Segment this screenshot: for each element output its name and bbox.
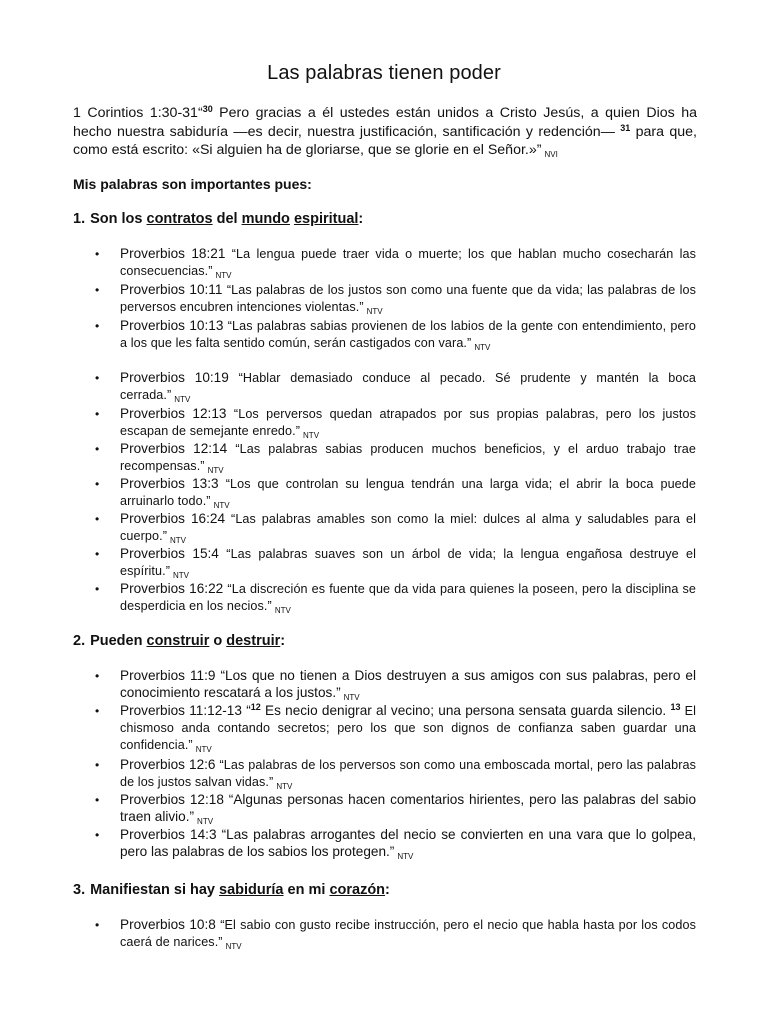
- section-number: 2.: [73, 633, 86, 649]
- bullet-icon: •: [95, 247, 100, 261]
- verse-quote: “La lengua puede traer vida o muerte; los que hablan mucho cosecharán las consecuencias.”: [120, 247, 696, 278]
- intro-paragraph: [73, 104, 697, 165]
- bullet-icon: •: [95, 547, 100, 561]
- bullet-icon: •: [95, 477, 100, 491]
- verse-quote: “Hablar demasiado conduce al pecado. Sé prudente y mantén la boca cerrada.”: [120, 371, 696, 402]
- bullet-icon: •: [95, 828, 100, 842]
- verse-version: NTV: [276, 781, 293, 791]
- section-keyword: mundo: [241, 211, 290, 227]
- bullet-icon: •: [95, 512, 100, 526]
- page-title: Las palabras tienen poder: [267, 62, 501, 84]
- verse-version: NTV: [366, 306, 383, 316]
- verse-quote: “Las palabras de los justos son como una fuente que da vida; las palabras de los perversos encubren intenciones violentas.”: [120, 283, 696, 314]
- verse-version: NTV: [195, 744, 212, 754]
- lead-heading: Mis palabras son importantes pues:: [73, 176, 312, 192]
- verse-version: NTV: [215, 270, 232, 280]
- bullet-icon: •: [95, 918, 100, 932]
- intro-open-quote: “: [197, 105, 203, 121]
- verse-version: NTV: [207, 465, 224, 475]
- bullet-icon: •: [95, 793, 100, 807]
- bullet-icon: •: [95, 442, 100, 456]
- verse-quote: “El sabio con gusto recibe instrucción, pero el necio que habla hasta por los codos caerá de narices.”: [120, 918, 697, 949]
- verse-quote: “Las palabras de los perversos son como una emboscada mortal, pero las palabras de los justos salvan vidas.”: [120, 758, 697, 789]
- section-text: :: [280, 633, 286, 649]
- section-keyword: espiritual: [293, 211, 359, 227]
- verse-reference: Proverbios 13:3: [120, 476, 219, 491]
- verse-quote: Es necio denigrar al vecino; una persona sensata guarda silencio.: [260, 703, 671, 718]
- verse-reference: Proverbios 16:24: [120, 511, 226, 526]
- verse-number-13: 13: [670, 702, 681, 712]
- verse-reference: Proverbios 10:8: [120, 917, 216, 932]
- section-text: en mi: [283, 882, 330, 898]
- verse-quote-open: “: [246, 703, 251, 718]
- section-text: Son los: [90, 211, 147, 227]
- verse-reference: Proverbios 12:6: [120, 757, 216, 772]
- section-heading-1: [73, 211, 363, 227]
- section-number: 1.: [73, 211, 86, 227]
- verse-quote: “Algunas personas hacen comentarios hirientes, pero las palabras del sabio traen alivio.”: [120, 792, 697, 824]
- verse-quote: “Las palabras amables son como la miel: dulces al alma y saludables para el cuerpo.”: [120, 512, 696, 543]
- verse-quote: “Las palabras arrogantes del necio se convierten en una vara que lo golpea, pero las palabras de los sabios los protegen.”: [120, 827, 696, 859]
- verse-version: NTV: [303, 430, 320, 440]
- verse-quote: “Los perversos quedan atrapados por sus propias palabras, pero los justos escapan de semejante enredo.”: [120, 407, 696, 438]
- bullet-icon: •: [95, 283, 100, 297]
- verse-quote: “Las palabras sabias producen muchos beneficios, y el arduo trabajo trae recompensas.”: [120, 442, 696, 473]
- section-keyword: destruir: [226, 633, 281, 649]
- section-text: :: [358, 211, 364, 227]
- verse-number-12: 12: [250, 702, 261, 712]
- intro-text-2: para que, como está escrito: «Si alguien ha de gloriarse, que se glorie en el Señor.»”: [73, 123, 697, 158]
- verse-reference: Proverbios 10:19: [120, 370, 229, 385]
- section-keyword: sabiduría: [219, 882, 284, 898]
- verse-reference: Proverbios 16:22: [120, 581, 224, 596]
- verse-version: NTV: [474, 342, 491, 352]
- intro-text-1: Pero gracias a él ustedes están unidos a Cristo Jesús, a quien Dios ha hecho nuestra sabiduría —es decir, nuestra justificación, santificación y redención—: [73, 105, 697, 140]
- verse-reference: Proverbios 14:3: [120, 827, 217, 842]
- verse-quote: “La discreción es fuente que da vida para quienes la poseen, pero la disciplina se desperdicia en los necios.”: [120, 582, 696, 613]
- verse-reference: Proverbios 18:21: [120, 246, 226, 261]
- section-text: del: [212, 211, 242, 227]
- verse-version: NTV: [225, 941, 242, 951]
- section-text: :: [385, 882, 390, 898]
- verse-version: NTV: [397, 851, 414, 861]
- bullet-icon: •: [95, 582, 100, 596]
- verse-version: NTV: [274, 605, 291, 615]
- verse-reference: Proverbios 12:14: [120, 441, 228, 456]
- bullet-icon: •: [95, 669, 100, 683]
- verse-reference: Proverbios 15:4: [120, 546, 219, 561]
- verse-quote: El chismoso anda contando secretos; pero los que son dignos de confianza saben guardar una confidencia.”: [120, 704, 696, 752]
- verse-reference: Proverbios 12:13: [120, 406, 227, 421]
- verse-reference: Proverbios 10:11: [120, 282, 223, 297]
- section-number: 3.: [73, 882, 86, 898]
- verse-version: NTV: [343, 692, 360, 702]
- section-heading-2: [73, 633, 285, 649]
- section-heading-3: [73, 882, 390, 898]
- verse-quote: “Las palabras suaves son un árbol de vida; la lengua engañosa destruye el espíritu.”: [120, 547, 696, 578]
- verse-quote: “Los que no tienen a Dios destruyen a sus amigos con sus palabras, pero el conocimiento rescatará a los justos.”: [120, 668, 697, 700]
- verse-reference: Proverbios 11:9: [120, 668, 216, 683]
- verse-version: NTV: [213, 500, 230, 510]
- intro-reference: 1 Corintios 1:30-31: [73, 105, 198, 121]
- verse-version: NTV: [173, 570, 189, 580]
- verse-number-30: 30: [202, 104, 213, 114]
- verse-reference: Proverbios 10:13: [120, 318, 224, 333]
- verse-number-31: 31: [620, 122, 631, 133]
- section-text: o: [209, 633, 227, 649]
- section-keyword: construir: [146, 633, 210, 649]
- verse-reference: Proverbios 12:18: [120, 792, 224, 807]
- intro-version: NVI: [544, 150, 558, 159]
- bullet-icon: •: [95, 704, 100, 718]
- section-text: Manifiestan si hay: [90, 882, 220, 898]
- verse-version: NTV: [174, 394, 191, 404]
- verse-version: NTV: [170, 535, 186, 545]
- section-text: Pueden: [90, 633, 147, 649]
- verse-quote: “Los que controlan su lengua tendrán una larga vida; el abrir la boca puede arruinarlo todo.”: [120, 477, 696, 508]
- bullet-icon: •: [95, 407, 100, 421]
- verse-version: NTV: [197, 816, 214, 826]
- bullet-icon: •: [95, 319, 100, 333]
- section-keyword: corazón: [329, 882, 386, 898]
- section-keyword: contratos: [146, 211, 213, 227]
- bullet-icon: •: [95, 758, 100, 772]
- bullet-icon: •: [95, 371, 100, 385]
- verse-reference: Proverbios 11:12-13: [120, 703, 242, 718]
- verse-quote: “Las palabras sabias provienen de los labios de la gente con entendimiento, pero a los que les falta sentido común, serán castigados con vara.”: [120, 319, 696, 350]
